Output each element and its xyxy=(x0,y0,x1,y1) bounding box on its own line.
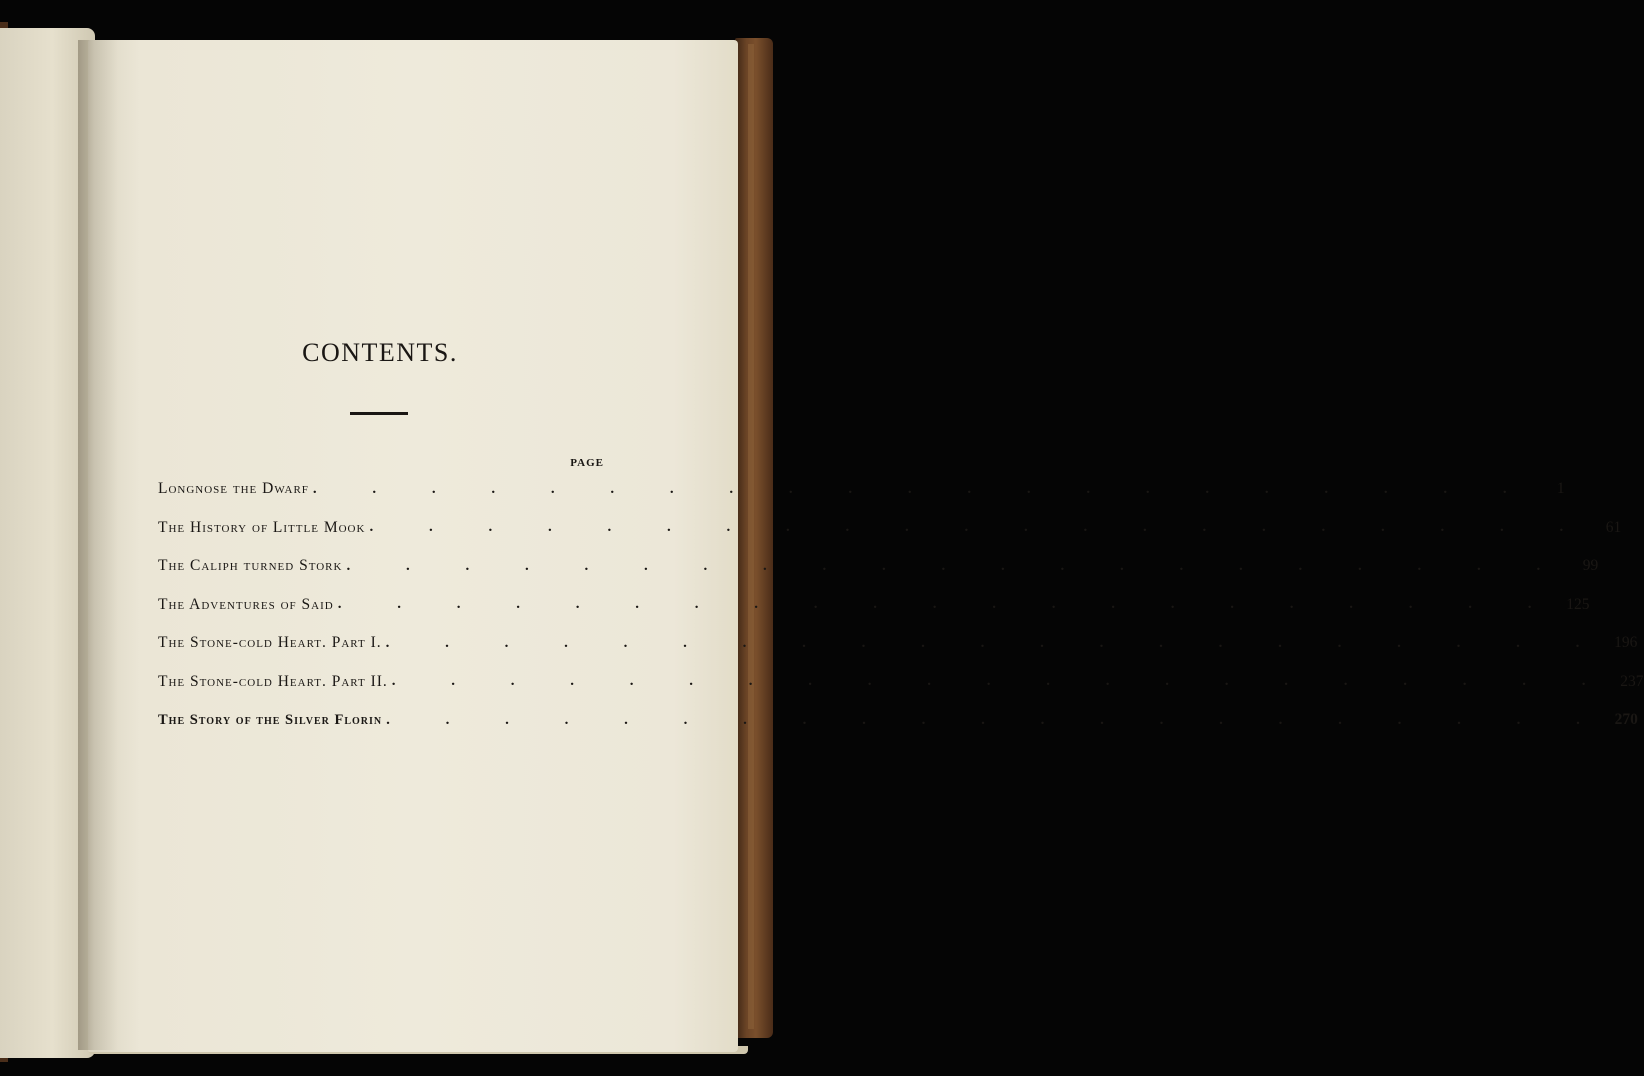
book-cover-spine-detail xyxy=(748,44,754,1029)
toc-entry-said xyxy=(158,586,1590,625)
toc-entry-title: The Adventures of Said xyxy=(158,595,334,613)
toc-entry-page: 61 xyxy=(1605,518,1622,536)
toc-entry-title: The Story of the Silver Florin xyxy=(158,711,383,728)
toc-entry-title: The Stone-cold Heart. Part I. xyxy=(158,634,382,652)
dot-leader: . . . . . . . . . . . . . . . . . . . . . xyxy=(337,596,1558,613)
toc-entry-caliph xyxy=(158,547,1599,586)
toc-entry-title: The History of Little Mook xyxy=(158,518,366,536)
toc-entry-title: The Caliph turned Stork xyxy=(158,557,343,575)
toc-entry-page: 1 xyxy=(1556,480,1565,498)
toc-entry-longnose xyxy=(158,470,1565,509)
book-cover-edge xyxy=(735,38,773,1038)
toc-entry-stone-heart-2 xyxy=(158,663,1644,702)
dot-leader: . . . . . . . . . . . . . . . . . . . . . xyxy=(385,634,1606,651)
dot-leader: . . . . . . . . . . . . . . . . . . . . . xyxy=(391,673,1612,690)
dot-leader: . . . . . . . . . . . . . . . . . . . . . xyxy=(312,480,1533,497)
toc-entry-page: 270 xyxy=(1614,711,1638,729)
dot-leader: . . . . . . . . . . . . . . . . . . . . . xyxy=(346,557,1567,574)
toc-entry-page: 125 xyxy=(1566,595,1590,613)
page-title: CONTENTS. xyxy=(302,338,458,367)
toc-entry-page: 196 xyxy=(1614,634,1638,652)
toc-entry-title: Longnose the Dwarf xyxy=(158,480,309,498)
toc-entry-page: 99 xyxy=(1582,557,1599,575)
toc-entry-title: The Stone-cold Heart. Part II. xyxy=(158,672,388,690)
toc-entry-stone-heart-1 xyxy=(158,624,1638,663)
left-page xyxy=(0,28,95,1058)
dot-leader: . . . . . . . . . . . . . . . . . . . . . xyxy=(386,711,1606,728)
table-of-contents xyxy=(158,470,1644,740)
toc-entry-little-mook xyxy=(158,509,1622,548)
page-column-label: PAGE xyxy=(570,457,604,469)
toc-entry-page: 237 xyxy=(1620,672,1644,690)
title-rule xyxy=(350,412,408,415)
toc-entry-silver-florin xyxy=(158,701,1638,740)
dot-leader: . . . . . . . . . . . . . . . . . . . . . xyxy=(369,519,1590,536)
